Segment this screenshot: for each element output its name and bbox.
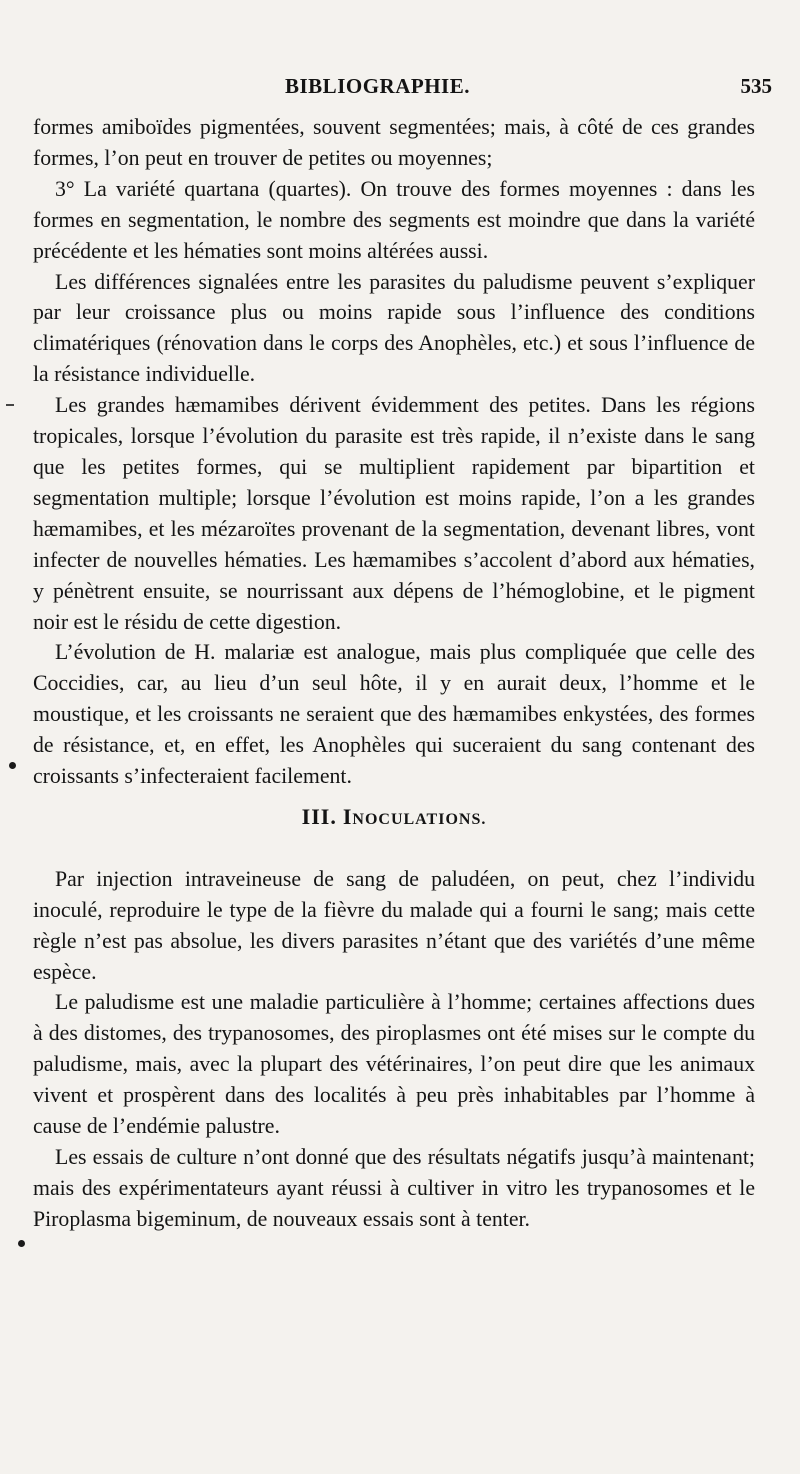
page-header [30, 74, 782, 104]
section-title-initial: I [342, 803, 353, 829]
margin-mark [6, 404, 14, 406]
paragraph: Les essais de culture n’ont donné que des résultats négatifs jusqu’à maintenant; mais des expérimentateurs ayant réussi à cultiver in vitro les trypanosomes et le Piroplasma bigeminum, de nouveaux essais sont à tenter. [33, 1145, 755, 1231]
section-heading [33, 802, 755, 836]
page-number: 535 [740, 74, 772, 98]
section-title-rest: NOCULATIONS. [352, 810, 487, 828]
paragraph: Les différences signalées entre les parasites du paludisme peuvent s’expliquer par leur croissance plus ou moins rapide sous l’influence des conditions climatériques (rénovation dans le corps des Anophèles, etc.) et sous l’influence de la résistance individuelle. [33, 269, 755, 387]
paragraph: L’évolution de H. malariæ est analogue, mais plus compliquée que celle des Coccidies, car, au lieu d’un seul hôte, il y en aurait deux, l’homme et le moustique, et les croissants ne seraient que des hæmamibes enkystées, des formes de résistance, et, en effet, les Anophèles qui suceraient du sang contenant des croissants s’infecteraient facilement. [33, 640, 755, 789]
paragraph: Par injection intraveineuse de sang de paludéen, on peut, chez l’individu inoculé, reproduire le type de la fièvre du malade qui a fourni le sang; mais cette règle n’est pas absolue, les divers parasites n’étant que des variétés d’une même espèce. [33, 866, 755, 984]
running-title: BIBLIOGRAPHIE. [285, 74, 470, 98]
margin-dot [9, 762, 16, 769]
margin-dot [18, 1240, 25, 1247]
paragraph: formes amiboïdes pigmentées, souvent segmentées; mais, à côté de ces grandes formes, l’on peut en trouver de petites ou moyennes; [33, 115, 755, 170]
section-numeral: III. [301, 803, 337, 829]
page-body [33, 112, 755, 1235]
paragraph: Le paludisme est une maladie particulière à l’homme; certaines affections dues à des distomes, des trypanosomes, des piroplasmes ont été mises sur le compte du paludisme, mais, avec la plupart des vétérinaires, l’on peut dire que les animaux vivent et prospèrent dans des localités à peu près inhabitables par l’homme à cause de l’endémie palustre. [33, 990, 755, 1139]
paragraph: Les grandes hæmamibes dérivent évidemment des petites. Dans les régions tropicales, lorsque l’évolution du parasite est très rapide, il n’existe dans le sang que les petites formes, qui se multiplient rapidement par bipartition et segmentation multiple; lorsque l’évolution est moins rapide, l’on a les grandes hæmamibes, et les mézaroïtes provenant de la segmentation, devenant libres, vont infecter de nouvelles hématies. Les hæmamibes s’accolent d’abord aux hématies, y pénètrent ensuite, se nourrissant aux dépens de l’hémoglobine, et le pigment noir est le résidu de cette digestion. [33, 393, 755, 634]
paragraph: 3° La variété quartana (quartes). On trouve des formes moyennes : dans les formes en segmentation, le nombre des segments est moindre que dans la variété précédente et les hématies sont moins altérées aussi. [33, 176, 755, 263]
